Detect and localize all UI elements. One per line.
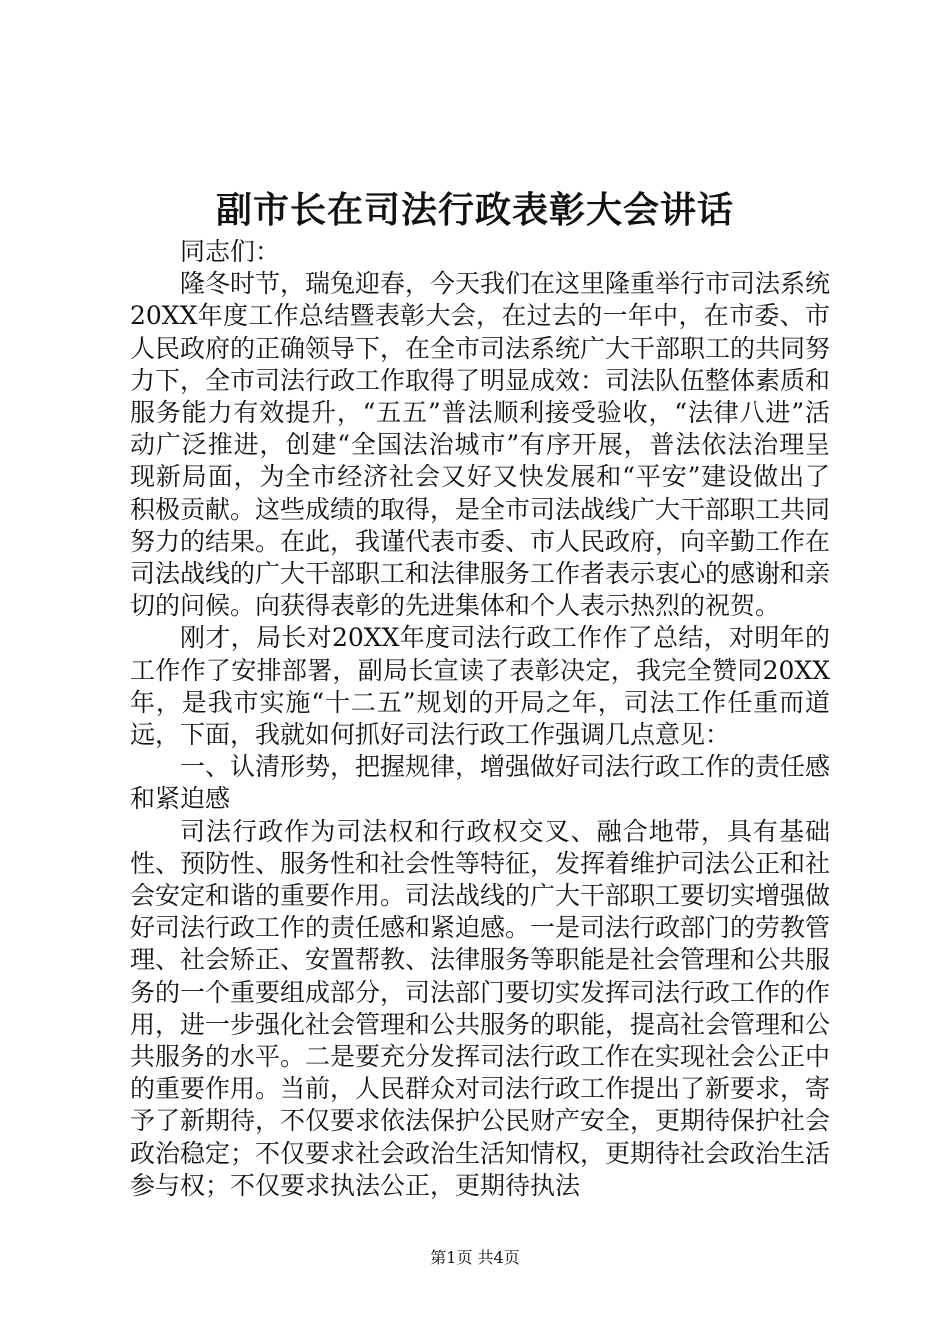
salutation: 同志们： <box>180 237 281 266</box>
page-number-footer: 第1页 共4页 <box>430 1248 520 1267</box>
paragraph-2: 刚才，局长对20XX年度司法行政工作作了总结，对明年的工作作了安排部署，副局长宣读了表彰决定，我完全赞同20XX年，是我市实施“十二五”规划的开局之年，司法工作任重而道远，下面，我就如何抓好司法行政工作强调几点意见： <box>130 623 830 750</box>
paragraph-1: 隆冬时节，瑞兔迎春，今天我们在这里隆重举行市司法系统20XX年度工作总结暨表彰大会，在过去的一年中，在市委、市人民政府的正确领导下，在全市司法系统广大干部职工的共同努力下，全市司法行政工作取得了明显成效：司法队伍整体素质和服务能力有效提升，“五五”普法顺利接受验收，“法律八进”活动广泛推进，创建“全国法治城市”有序开展，普法依法治理呈现新局面，为全市经济社会又好又快发展和“平安”建设做出了积极贡献。这些成绩的取得，是全市司法战线广大干部职工共同努力的结果。在此，我谨代表市委、市人民政府，向辛勤工作在司法战线的广大干部职工和法律服务工作者表示衷心的感谢和亲切的问候。向获得表彰的先进集体和个人表示热烈的祝贺。 <box>130 269 831 621</box>
paragraph-3: 司法行政作为司法权和行政权交叉、融合地带，具有基础性、预防性、服务性和社会性等特征，发挥着维护司法公正和社会安定和谐的重要作用。司法战线的广大干部职工要切实增强做好司法行政工作的责任感和紧迫感。一是司法行政部门的劳教管理、社会矫正、安置帮教、法律服务等职能是社会管理和公共服务的一个重要组成部分，司法部门要切实发挥司法行政工作的作用，进一步强化社会管理和公共服务的职能，提高社会管理和公共服务的水平。二是要充分发挥司法行政工作在实现社会公正中的重要作用。当前，人民群众对司法行政工作提出了新要求，寄予了新期待，不仅要求依法保护公民财产安全，更期待保护社会政治稳定；不仅要求社会政治生活知情权，更期待社会政治生活参与权；不仅要求执法公正，更期待执法 <box>130 816 831 1200</box>
document-title: 副市长在司法行政表彰大会讲话 <box>215 189 734 231</box>
section-heading-1: 一、认清形势，把握规律，增强做好司法行政工作的责任感和紧迫感 <box>130 752 831 814</box>
document-body <box>130 236 830 1202</box>
